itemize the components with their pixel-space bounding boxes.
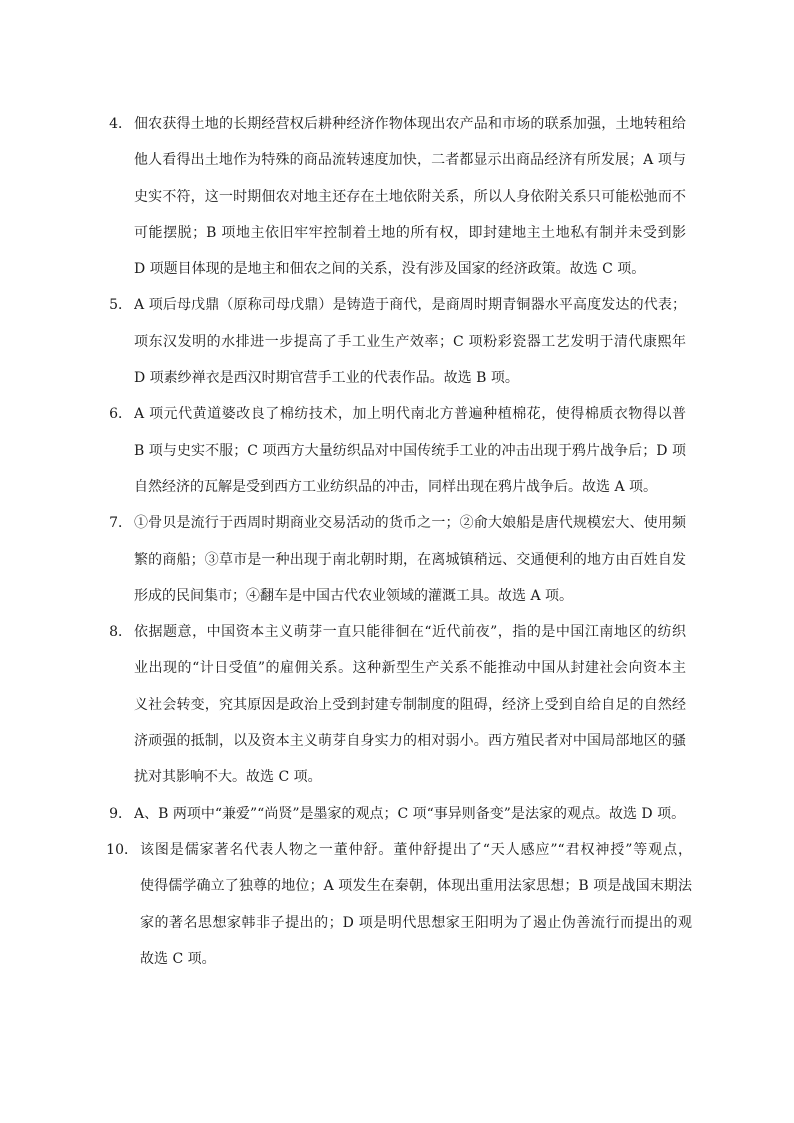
item-line: 佃农获得土地的长期经营权后耕种经济作物体现出农产品和市场的联系加强，土地转租给	[134, 116, 686, 132]
item-number: 4．	[109, 116, 132, 132]
item-line: 史实不符，这一时期佃农对地主还存在土地依附关系，所以人身依附关系只可能松弛而不	[134, 188, 686, 205]
item-line: 繁的商船；③草市是一种出现于南北朝时期，在离城镇稍远、交通便利的地方由百姓自发	[134, 551, 686, 568]
answer-item-4	[0, 106, 794, 287]
answer-item-5	[0, 287, 794, 396]
item-line: ①骨贝是流行于西周时期商业交易活动的货币之一；②俞大娘船是唐代规模宏大、使用频	[134, 515, 686, 532]
answer-item-8	[0, 614, 794, 795]
item-line: 可能摆脱；B 项地主依旧牢牢控制着土地的所有权，即封建地主土地私有制并未受到影	[134, 224, 686, 241]
item-line: A 项元代黄道婆改良了棉纺技术，加上明代南北方普遍种植棉花，使得棉质衣物得以普	[134, 406, 686, 423]
answer-item-9	[0, 796, 794, 832]
item-number: 9．	[109, 805, 132, 822]
item-line: 项东汉发明的水排进一步提高了手工业生产效率；C 项粉彩瓷器工艺发明于清代康熙年	[134, 333, 686, 350]
item-line: A、B 两项中“兼爱”“尚贤”是墨家的观点；C 项“事异则备变”是法家的观点。故选 D 项。	[134, 805, 686, 822]
item-line: 扰对其影响不大。故选 C 项。	[134, 769, 322, 786]
item-line: D 项题目体现的是地主和佃农之间的关系，没有涉及国家的经济政策。故选 C 项。	[134, 261, 646, 278]
item-number: 6．	[109, 406, 132, 423]
item-line: 家的著名思想家韩非子提出的；D 项是明代思想家王阳明为了遏止伪善流行而提出的观	[140, 914, 692, 931]
item-number: 5．	[109, 297, 132, 314]
answer-item-7	[0, 505, 794, 614]
item-line: 他人看得出土地作为特殊的商品流转速度加快，二者都显示出商品经济有所发展；A 项与	[134, 152, 686, 169]
item-number: 7．	[109, 515, 132, 532]
answer-item-6	[0, 396, 794, 505]
item-line: 使得儒学确立了独尊的地位；A 项发生在秦朝，体现出重用法家思想；B 项是战国末期法	[140, 878, 692, 895]
item-line: 依据题意，中国资本主义萌芽一直只能徘徊在“近代前夜”，指的是中国江南地区的纺织	[134, 624, 686, 641]
item-line: 该图是儒家著名代表人物之一董仲舒。董仲舒提出了“天人感应”“君权神授”等观点，	[140, 841, 692, 858]
item-line: 业出现的“计日受值”的雇佣关系。这种新型生产关系不能推动中国从封建社会向资本主	[134, 660, 686, 677]
item-number: 8．	[109, 624, 132, 641]
answer-item-10	[0, 832, 794, 977]
item-line: 形成的民间集市；④翻车是中国古代农业领域的灌溉工具。故选 A 项。	[134, 587, 574, 604]
item-line: 济顽强的抵制，以及资本主义萌芽自身实力的相对弱小。西方殖民者对中国局部地区的骚	[134, 733, 686, 750]
item-line: 义社会转变，究其原因是政治上受到封建专制制度的阻碍，经济上受到自给自足的自然经	[134, 696, 686, 713]
item-line: B 项与史实不服；C 项西方大量纺织品对中国传统手工业的冲击出现于鸦片战争后；D 项	[134, 442, 686, 459]
item-number: 10．	[106, 841, 138, 858]
item-line: 自然经济的瓦解是受到西方工业纺织品的冲击，同样出现在鸦片战争后。故选 A 项。	[134, 478, 658, 495]
item-line: A 项后母戊鼎（原称司母戊鼎）是铸造于商代，是商周时期青铜器水平高度发达的代表；	[134, 297, 686, 314]
item-line: D 项素纱禅衣是西汉时期官营手工业的代表作品。故选 B 项。	[134, 370, 519, 387]
item-line: 故选 C 项。	[140, 950, 216, 967]
